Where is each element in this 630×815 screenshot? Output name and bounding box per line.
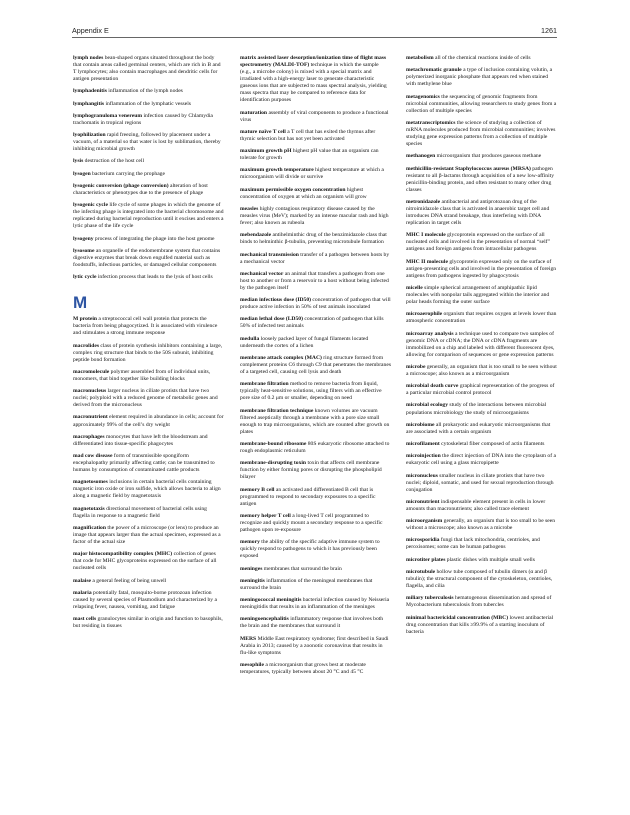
glossary-definition: smaller nucleus in ciliate protists that have two nuclei; diploid, somatic, and used for sexual reproduction through conjugation [406, 472, 554, 493]
glossary-term: lysosome [73, 247, 95, 254]
glossary-definition: inflammation of the meningeal membranes that surround the brain [240, 577, 373, 591]
glossary-entry [240, 539, 391, 560]
glossary-term: malaise [73, 577, 92, 584]
glossary-definition: an animal that transfers a pathogen from one host to another or from a reservoir to a host without being infected by the pathogen itself [240, 270, 389, 291]
glossary-definition: a T cell that has exited the thymus after thymic selection but has not yet been activated [240, 128, 376, 142]
glossary-definition: concentration of pathogen that kills 50% of infected test animals [240, 316, 384, 330]
glossary-definition: pathogen resistant to all β-lactams through acquisition of a new low-affinity penicillin-binding protein, and often resistant to many other drug classes [406, 165, 554, 193]
glossary-entry [406, 453, 557, 467]
glossary-entry [406, 422, 557, 436]
glossary-definition: plastic dishes with multiple small wells [445, 556, 535, 563]
glossary-entry [73, 113, 224, 127]
glossary-entry [73, 132, 224, 153]
glossary-entry [406, 595, 557, 609]
glossary-definition: directional movement of bacterial cells using flagella in response to a magnetic field [73, 505, 207, 519]
glossary-term: maximum growth pH [240, 148, 292, 155]
glossary-entry [406, 364, 557, 378]
glossary-definition: granulocytes similar in origin and function to basophils, but residing in tissues [73, 616, 223, 630]
glossary-entry [406, 402, 557, 416]
glossary-definition: all prokaryotic and eukaryotic microorganisms that are associated with a certain organism [406, 421, 551, 435]
glossary-term: lysogenic cycle [73, 202, 108, 209]
glossary-definition: collection of genes that code for MHC glycoproteins expressed on the surface of all nucleated cells [73, 551, 217, 572]
glossary-definition: microorganism that produces gaseous methane [435, 153, 542, 160]
glossary-term: microfilament [406, 441, 440, 448]
glossary-entry [406, 383, 557, 397]
glossary-definition: a streptococcal cell wall protein that protects the bacteria from being phagocytized. It is associated with virulence and stimulates a strong immune response [73, 316, 218, 337]
glossary-definition: method to remove bacteria from liquid, typically heat-sensitive solutions, using filters with an effective pore size of 0.2 μm or smaller, depending on need [240, 381, 382, 402]
glossary-entry [240, 167, 391, 181]
glossary-entry [406, 153, 557, 160]
glossary-term: macronucleus [73, 388, 107, 395]
glossary-term: micronucleus [406, 472, 438, 479]
glossary-entry [240, 148, 391, 162]
glossary-term: meningoencephalitis [240, 616, 289, 623]
glossary-entry [73, 590, 224, 611]
glossary-definition: life cycle of some phages in which the genome of the infecting phage is integrated into the bacterial chromosome and replicated during bacterial reproduction until it excises and enters a lytic phase of the life cycle [73, 202, 224, 230]
glossary-term: meningococcal meningitis [240, 597, 302, 604]
glossary-entry [240, 232, 391, 246]
glossary-entry [406, 331, 557, 359]
glossary-entry [73, 88, 224, 95]
glossary-term: lysogenic conversion (phage conversion) [73, 182, 169, 189]
glossary-term: memory helper T cell [240, 512, 291, 519]
glossary-term: lysogeny [73, 235, 94, 242]
glossary-definition: infection caused by Chlamydia trachomatis in tropical regions [73, 112, 213, 126]
glossary-entry [240, 662, 391, 676]
glossary-entry [240, 129, 391, 143]
glossary-term: microarray analysis [406, 330, 454, 337]
glossary-definition: a type of inclusion containing volutin, a polymerized inorganic phosphate that appears red when stained with methylene blue [406, 67, 553, 88]
glossary-term: MERS [240, 635, 257, 642]
glossary-entry [406, 499, 557, 513]
glossary-definition: bacterium carrying the prophage [90, 170, 165, 177]
glossary-entry [240, 566, 391, 573]
glossary-term: MHC I molecule [406, 232, 446, 239]
glossary-entry [240, 381, 391, 402]
glossary-term: magnetosomes [73, 479, 108, 486]
glossary-definition: study of the interactions between microbial populations microbiology the study of microorganisms [406, 402, 547, 416]
glossary-definition: the science of studying a collection of mRNA molecules produced from microbial communities; involves studying gene expression patterns from a collection of multiple species [406, 119, 556, 148]
glossary-entry [240, 110, 391, 124]
glossary-entry [73, 506, 224, 520]
glossary-entry [406, 473, 557, 494]
glossary-definition: the direct injection of DNA into the cytoplasm of a eukaryotic cell using a glass micropipette [406, 453, 556, 467]
glossary-definition: a microorganism that grows best at moderate temperatures, typically between about 20 °C and 45 °C [240, 662, 366, 676]
glossary-term: minimal bactericidal concentration (MBC) [406, 614, 509, 621]
glossary-definition: all of the chemical reactions inside of cells [433, 55, 531, 61]
glossary-definition: generally, an organism that is too small to be seen without a microscope; also known as a microbe [406, 518, 556, 532]
glossary-term: lysis [73, 158, 84, 165]
glossary-definition: generally, an organism that is too small to be seen without a microscope; also known as a microorganism [406, 363, 557, 377]
glossary-definition: glycoprotein expressed only on the surface of antigen-presenting cells and involved in the presentation of foreign antigens from pathogens ingested by phagocytosis [406, 258, 557, 279]
glossary-entry [406, 67, 557, 88]
glossary-term: microsporidia [406, 537, 440, 544]
glossary-definition: membranes that surround the brain [262, 565, 342, 572]
glossary-term: macromolecule [73, 368, 110, 375]
glossary-term: microbiome [406, 421, 435, 428]
glossary-definition: the power of a microscope (or lens) to produce an image that appears larger than the actual specimen, expressed as a factor of the actual size [73, 524, 221, 546]
glossary-entry [240, 597, 391, 611]
glossary-definition: technique in which the sample (e.g., a microbe colony) is mixed with a special matrix and irradiated with a high-energy laser to generate characteristic gaseous ions that are subjected to mass spectral analysis, yielding mass spectra that may be compared to reference data for identification purposes [240, 62, 387, 104]
glossary-term: mebendazole [240, 232, 272, 239]
glossary-term: membrane filtration [240, 381, 289, 388]
glossary-term: mesophile [240, 662, 264, 669]
glossary-term: microtubule [406, 568, 436, 575]
glossary-definition: inflammation of the lymphatic vessels [104, 100, 191, 107]
glossary-term: median infectious dose (ID50) [240, 297, 312, 304]
glossary-term: lymphadenitis [73, 88, 107, 95]
glossary-definition: class of protein synthesis inhibitors containing a large, complex ring structure that binds to the 50S subunit, inhibiting peptide bond formation [73, 342, 223, 363]
glossary-definition: Middle East respiratory syndrome; first described in Saudi Arabia in 2013; caused by a zoonotic coronavirus that results in flu-like symptoms [240, 635, 389, 656]
glossary-entry [406, 259, 557, 280]
glossary-term: membrane-disrupting toxin [240, 460, 307, 467]
glossary-definition: form of transmissible spongiform encephalopathy primarily affecting cattle; can be transmitted to humans by consumption of contaminated cattle products [73, 453, 215, 474]
glossary-entry [73, 236, 224, 243]
glossary-definition: simple spherical arrangement of amphipathic lipid molecules with nonpolar tails aggregated within the interior and polar heads forming the outer surface [406, 284, 550, 305]
glossary-definition: element required in abundance in cells; account for approximately 99% of the cell’s dry weight [73, 414, 224, 428]
glossary-term: lymph nodes [73, 55, 104, 61]
glossary-entry [240, 441, 391, 455]
glossary-entry [406, 199, 557, 227]
glossary-term: macrolides [73, 342, 99, 349]
glossary-term: microbe [406, 363, 426, 370]
glossary-term: maximum permissible oxygen concentration [240, 186, 346, 193]
glossary-definition: highest temperature at which a microorganism will divide or survive [240, 167, 384, 181]
glossary-term: magnetotaxis [73, 505, 105, 512]
glossary-term: mast cells [73, 616, 97, 623]
page-header [72, 25, 557, 38]
glossary-definition: 80S eukaryotic ribosome attached to rough endoplasmic reticulum [240, 441, 390, 455]
glossary-entry [240, 55, 391, 104]
glossary-entry [73, 55, 224, 83]
glossary-entry [406, 311, 557, 325]
glossary-definition: fungi that lack mitochondria, centrioles, and peroxisomes; some can be human pathogens [406, 537, 540, 551]
glossary-definition: organism that requires oxygen at levels lower than atmospheric concentration [406, 311, 557, 325]
glossary-definition: antihelminthic drug of the benzimidazole class that binds to helminthic β-tubulin, preventing microtubule formation [240, 232, 387, 246]
glossary-definition: inflammatory response that involves both the brain and the membranes that surround it [240, 616, 384, 630]
glossary-entry [240, 487, 391, 508]
glossary-definition: polymer assembled from of individual units, monomers, that bind together like building blocks [73, 368, 211, 382]
glossary-term: macronutrient [73, 414, 108, 421]
glossary-entry [406, 441, 557, 448]
glossary-entry [73, 183, 224, 197]
glossary-term: microaerophile [406, 311, 443, 318]
glossary-definition: cytoskeletal fiber composed of actin filaments [439, 441, 545, 448]
glossary-entry [73, 414, 224, 428]
glossary-entry [73, 578, 224, 585]
glossary-entry [73, 525, 224, 546]
glossary-definition: lowest antibacterial drug concentration that kills ≥99.9% of a starting inoculum of bacteria [406, 614, 554, 635]
glossary-term: membrane attack complex (MAC) [240, 354, 322, 361]
glossary-entry [406, 120, 557, 148]
glossary-entry [73, 101, 224, 108]
glossary-term: major histocompatibility complex (MHC) [73, 551, 173, 558]
glossary-entry [73, 369, 224, 383]
glossary-term: MHC II molecule [406, 258, 448, 265]
glossary-term: metagenomics [406, 93, 440, 100]
glossary-entry [73, 158, 224, 165]
glossary-entry [406, 518, 557, 532]
glossary-definition: hollow tube composed of tubulin dimers (α and β tubulin); the structural component of the cytoskeleton, centrioles, flagella, and cilia [406, 568, 553, 590]
glossary-entry [240, 408, 391, 436]
glossary-entry [73, 479, 224, 500]
glossary-column-3 [406, 55, 557, 641]
glossary-entry [240, 460, 391, 481]
glossary-term: metronidazole [406, 198, 441, 205]
glossary-definition: glycoprotein expressed on the surface of all nucleated cells and involved in the presentation of normal “self” antigens and foreign antigens from intracellular pathogens [406, 232, 550, 253]
glossary-definition: a long-lived T cell programmed to recognize and quickly mount a secondary response to a specific pathogen upon re-exposure [240, 512, 383, 534]
glossary-definition: the ability of the specific adaptive immune system to quickly respond to pathogens to which it has previously been exposed [240, 539, 380, 560]
page-number: 1261 [541, 26, 557, 35]
glossary-term: micronutrient [406, 498, 440, 505]
glossary-entry [240, 187, 391, 201]
glossary-entry [73, 453, 224, 474]
glossary-column-2 [240, 55, 391, 681]
glossary-entry [240, 297, 391, 311]
glossary-entry [73, 202, 224, 230]
glossary-definition: monocytes that have left the bloodstream and differentiated into tissue-specific phagocytes [73, 433, 208, 447]
glossary-definition: toxin that affects cell membrane function by either forming pores or disrupting the phospholipid bilayer [240, 460, 382, 481]
glossary-definition: an organelle of the endomembrane system that contains digestive enzymes that break down engulfed material such as foodstuffs, infectious particles, or damaged cellular components [73, 247, 221, 268]
glossary-definition: inflammation of the lymph nodes [106, 88, 183, 95]
glossary-entry [73, 171, 224, 178]
glossary-entry [406, 537, 557, 551]
glossary-definition: destruction of the host cell [83, 158, 145, 165]
glossary-term: metabolism [406, 55, 434, 61]
glossary-definition: highest concentration of oxygen at which an organism will grow [240, 186, 367, 200]
glossary-term: membrane filtration technique [240, 407, 314, 414]
glossary-definition: graphical representation of the progress of a particular microbial control protocol [406, 383, 555, 397]
glossary-term: membrane-bound ribosome [240, 441, 307, 448]
glossary-definition: highly contagious respiratory disease caused by the measles virus (MeV); marked by an intense macular rash and high fever; also known as rubeola [240, 205, 389, 227]
glossary-definition: loosely packed layer of fungal filaments located underneath the cortex of a lichen [240, 335, 369, 349]
section-title: Appendix E [72, 26, 109, 35]
glossary-term: matrix assisted laser desorption/ionization time of flight mass spectrometry (MALDI-TOF) [240, 55, 387, 69]
glossary-entry [240, 206, 391, 227]
glossary-entry [406, 557, 557, 564]
glossary-term: methanogen [406, 153, 436, 160]
glossary-term: meningitis [240, 577, 265, 584]
glossary-definition: larger nucleus in ciliate protists that have two nuclei; polyploid with a reduced genome of metabolic genes and derived from the micronucleus [73, 388, 218, 409]
glossary-definition: rapid freezing, followed by placement under a vacuum, of a material so that water is lost by sublimation, thereby inhibiting microbial growth [73, 132, 221, 153]
glossary-entry [406, 285, 557, 306]
glossary-definition: a general feeling of being unwell [91, 577, 167, 584]
glossary-definition: highest pH value that an organism can tolerate for growth [240, 148, 379, 162]
glossary-definition: bacterial infection caused by Neisseria meningitidis that results in an inflammation of the meninges [240, 597, 390, 611]
glossary-term: memory B cell [240, 486, 275, 493]
glossary-term: macrophages [73, 433, 105, 440]
glossary-column-1 [73, 55, 224, 635]
glossary-definition: concentration of pathogen that will produce active infection in 50% of test animals inoculated [240, 297, 391, 311]
glossary-definition: antibacterial and antiprotozoan drug of the nitroimidazole class that is activated in anaerobic target cell and introduces DNA strand breakage, thus interfering with DNA replication in target cells [406, 198, 550, 227]
glossary-term: mechanical vector [240, 270, 284, 277]
glossary-entry [73, 316, 224, 337]
glossary-term: magnification [73, 524, 106, 531]
glossary-entry [73, 434, 224, 448]
glossary-entry [406, 55, 557, 62]
glossary-entry [73, 248, 224, 269]
glossary-term: mature naïve T cell [240, 128, 286, 135]
glossary-entry [73, 343, 224, 364]
glossary-entry [240, 271, 391, 292]
glossary-definition: a technique used to compare two samples of genomic DNA or cDNA; the DNA or cDNA fragments are immobilized on a chip and labeled with different fluorescent dyes, allowing for comparison of sequences or gene expression patterns [406, 330, 555, 358]
glossary-term: meninges [240, 565, 263, 572]
glossary-entry [406, 166, 557, 194]
glossary-term: measles [240, 205, 259, 212]
glossary-definition: an activated and differentiated B cell that is programmed to respond to secondary exposures to a specific antigen [240, 486, 376, 507]
glossary-entry [406, 232, 557, 253]
glossary-term: microbial ecology [406, 402, 448, 409]
glossary-entry [73, 616, 224, 630]
glossary-entry [406, 94, 557, 115]
glossary-definition: alteration of host characteristics or phenotypes due to the presence of phage [73, 182, 208, 196]
glossary-term: methicillin-resistant Staphylococcus aureus (MRSA) [406, 165, 531, 172]
glossary-term: lymphogranuloma venereum [73, 112, 143, 119]
glossary-entry [240, 336, 391, 350]
glossary-term: microorganism [406, 518, 443, 525]
glossary-term: maximum growth temperature [240, 167, 314, 174]
glossary-definition: transfer of a pathogen between hosts by a mechanical vector [240, 251, 390, 265]
glossary-term: microinjection [406, 453, 441, 460]
glossary-entry [240, 616, 391, 630]
glossary-term: M protein [73, 316, 97, 323]
glossary-definition: infection process that leads to the lysis of host cells [96, 274, 213, 281]
glossary-definition: indispensable element present in cells in lower amounts than macronutrients; also called trace element [406, 498, 546, 512]
glossary-term: lysogen [73, 170, 91, 177]
glossary-entry [406, 615, 557, 636]
glossary-definition: ring structure formed from complement proteins C6 through C9 that penetrates the membranes of a targeted cell, causing cell lysis and death [240, 354, 391, 376]
glossary-entry [73, 388, 224, 409]
glossary-entry [240, 355, 391, 376]
glossary-term: memory [240, 539, 260, 546]
glossary-term: lyophilization [73, 132, 106, 139]
section-letter: M [73, 293, 88, 313]
glossary-term: microtiter plates [406, 556, 446, 563]
glossary-entry [240, 636, 391, 657]
glossary-term: metatranscriptomics [406, 119, 456, 126]
glossary-entry [73, 551, 224, 572]
glossary-entry [240, 252, 391, 266]
glossary-term: mechanical transmission [240, 251, 299, 258]
glossary-entry [240, 513, 391, 534]
glossary-term: mad cow disease [73, 453, 113, 460]
glossary-entry [406, 569, 557, 590]
glossary-entry [73, 274, 224, 281]
glossary-definition: bean-shaped organs situated throughout the body that contain areas called germinal centers, which are rich in B and T lymphocytes; also contain macrophages and dendritic cells for antigen presentation [73, 55, 221, 83]
glossary-definition: the sequencing of genomic fragments from microbial communities, allowing researchers to study genes from a collection of multiple species [406, 93, 557, 114]
glossary-term: malaria [73, 589, 92, 596]
glossary-term: median lethal dose (LD50) [240, 316, 303, 323]
glossary-term: maturation [240, 109, 268, 116]
glossary-entry [240, 578, 391, 592]
glossary-definition: assembly of viral components to produce a functional virus [240, 109, 389, 123]
glossary-definition: process of integrating the phage into the host genome [93, 235, 215, 242]
glossary-term: medulla [240, 335, 260, 342]
glossary-term: lytic cycle [73, 274, 97, 281]
glossary-definition: hematogenous dissemination and spread of Mycobacterium tuberculosis from tubercles [406, 595, 552, 609]
glossary-definition: known volumes are vacuum filtered aseptically through a membrane with a pore size small enough to trap microorganisms, which are counted after growth on plates [240, 407, 390, 435]
glossary-term: micelle [406, 284, 423, 291]
glossary-definition: inclusions in certain bacterial cells containing magnetic iron oxide or iron sulfide, which allows bacteria to align along a magnetic field by magnetotaxis [73, 479, 221, 500]
glossary-term: lymphangitis [73, 100, 105, 107]
glossary-definition: potentially fatal, mosquito-borne protozoan infection caused by several species of Plasmodium and characterized by a relapsing fever, nausea, vomiting, and fatigue [73, 589, 217, 610]
glossary-term: microbial death curve [406, 383, 459, 390]
glossary-term: miliary tuberculosis [406, 595, 454, 602]
glossary-term: metachromatic granule [406, 67, 462, 74]
glossary-entry [240, 316, 391, 330]
